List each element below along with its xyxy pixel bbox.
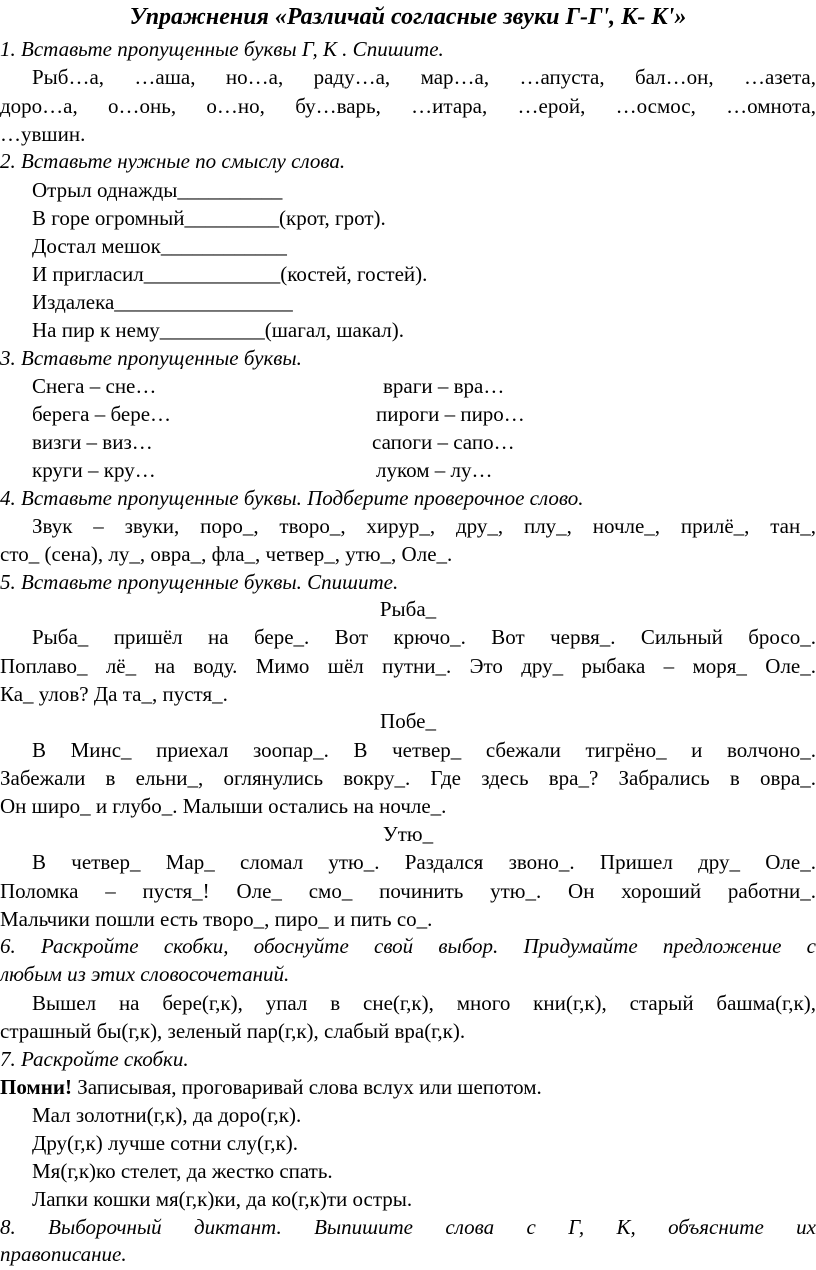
proverb-line: Дру(г,к) лучше сотни слу(г,к). — [32, 1131, 298, 1155]
exercise-2-task: 2. Вставьте нужные по смыслу слова. — [0, 149, 346, 173]
exercise-1-line: Рыб…а, …аша, но…а, раду…а, мар…а, …апуста, бал…он, …азета, — [32, 65, 816, 89]
exercise-3-left-item: берега – бере… — [32, 402, 172, 426]
text-line: В четвер_ Мар_ сломал утю_. Раздался звоно_. Пришел дру_ Оле_. — [32, 850, 816, 874]
exercise-3-task: 3. Вставьте пропущенные буквы. — [0, 346, 302, 370]
text-line: Ка_ улов? Да та_, пустя_. — [0, 682, 228, 706]
text-heading: Рыба_ — [379, 597, 437, 621]
page-title: Упражнения «Различай согласные звуки Г-Г', К- К'» — [129, 4, 687, 30]
exercise-3-right-item: пироги – пиро… — [376, 402, 525, 426]
text-line: Забежали в ельни_, оглянулись вокру_. Где здесь вра_? Забрались в овра_. — [0, 766, 816, 790]
exercise-5-task: 5. Вставьте пропущенные буквы. Спишите. — [0, 570, 399, 594]
text-line: Мальчики пошли есть творо_, пиро_ и пить со_. — [0, 907, 433, 931]
exercise-1-task: 1. Вставьте пропущенные буквы Г, К . Спишите. — [0, 37, 444, 61]
exercise-8-task: 8. Выборочный диктант. Выпишите слова с Г, К, объясните их — [0, 1215, 816, 1239]
exercise-3-right-item: враги – вра… — [383, 374, 505, 398]
exercise-1-line: доро…а, о…онь, о…но, бу…варь, …итара, …ерой, …осмос, …омнота, — [0, 94, 816, 118]
exercise-4-task: 4. Вставьте пропущенные буквы. Подберите проверочное слово. — [0, 486, 584, 510]
exercise-6-task: 6. Раскройте скобки, обоснуйте свой выбор. Придумайте предложение с — [0, 934, 816, 958]
exercise-2-line: Отрыл однажды__________ — [32, 178, 283, 202]
proverb-line: Лапки кошки мя(г,к)ки, да ко(г,к)ти остры. — [32, 1187, 413, 1211]
exercise-3-left-item: Снега – сне… — [32, 374, 157, 398]
proverb-line: Мал золотни(г,к), да доро(г,к). — [32, 1103, 302, 1127]
exercise-3-left-item: визги – виз… — [32, 430, 153, 454]
text-line: В Минс_ приехал зоопар_. В четвер_ сбежали тигрёно_ и волчоно_. — [32, 738, 816, 762]
text-line: Рыба_ пришёл на бере_. Вот крючо_. Вот червя_. Сильный бросо_. — [32, 625, 816, 649]
exercise-3-left-item: круги – кру… — [32, 458, 156, 482]
exercise-2-line: Издалека_________________ — [32, 290, 293, 314]
remember-text: Записывая, проговаривай слова вслух или шепотом. — [71, 1075, 542, 1099]
text-line: Поплаво_ лё_ на воду. Мимо шёл путни_. Это дру_ рыбака – моря_ Оле_. — [0, 654, 816, 678]
exercise-4-line: Звук – звуки, поро_, творо_, хирур_, дру_, плу_, ночле_, прилё_, тан_, — [32, 514, 816, 538]
exercise-2-line: На пир к нему__________(шагал, шакал). — [32, 318, 404, 342]
exercise-8-task: правописание. — [0, 1242, 127, 1266]
remember-note — [0, 1074, 816, 1101]
text-line: Поломка – пустя_! Оле_ смо_ починить утю_. Он хороший работни_. — [0, 879, 816, 903]
exercise-6-line: Вышел на бере(г,к), упал в сне(г,к), много кни(г,к), старый башма(г,к), — [32, 991, 816, 1015]
exercise-2-line: Достал мешок____________ — [32, 234, 287, 258]
exercise-1-line: …увшин. — [0, 122, 86, 146]
exercise-3-right-item: сапоги – сапо… — [372, 430, 515, 454]
exercise-3-right-item: луком – лу… — [376, 458, 493, 482]
exercise-6-line: страшный бы(г,к), зеленый пар(г,к), слабый вра(г,к). — [0, 1019, 466, 1043]
text-line: Он широ_ и глубо_. Малыши остались на ночле_. — [0, 794, 447, 818]
exercise-2-line: И пригласил_____________(костей, гостей). — [32, 262, 428, 286]
text-heading: Утю_ — [382, 822, 434, 846]
exercise-7-task: 7. Раскройте скобки. — [0, 1047, 189, 1071]
remember-label: Помни! — [0, 1075, 72, 1099]
exercise-2-line: В горе огромный_________(крот, грот). — [32, 206, 386, 230]
exercise-4-line: сто_ (сена), лу_, овра_, фла_, четвер_, утю_, Оле_. — [0, 542, 453, 566]
proverb-line: Мя(г,к)ко стелет, да жестко спать. — [32, 1159, 333, 1183]
exercise-6-task: любым из этих словосочетаний. — [0, 962, 290, 986]
text-heading: Побе_ — [380, 709, 436, 733]
